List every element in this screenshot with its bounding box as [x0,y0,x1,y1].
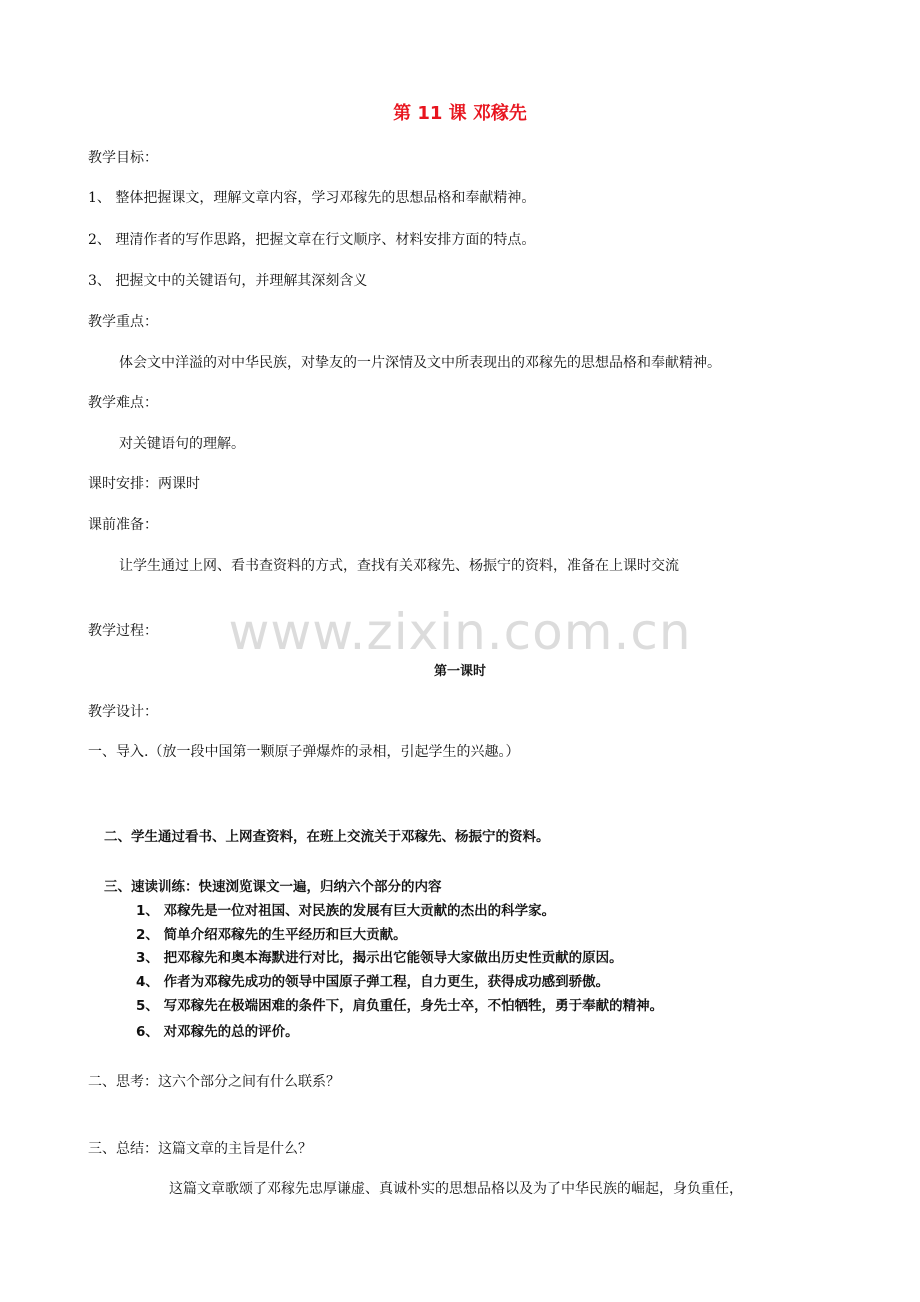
summary-heading: 三、总结：这篇文章的主旨是什么？ [88,1141,312,1157]
preparation-text: 让学生通过上网、看书查资料的方式，查找有关邓稼先、杨振宁的资料，准备在上课时交流 [119,558,679,574]
intro-step: 一、导入.（放一段中国第一颗原子弹爆炸的录相，引起学生的兴趣。） [88,744,520,760]
step-three-item-4: 4、 作者为邓稼先成功的领导中国原子弹工程，自力更生，获得成功感到骄傲。 [136,974,610,990]
step-three-item-5: 5、 写邓稼先在极端困难的条件下，肩负重任，身先士卒，不怕牺牲，勇于奉献的精神。 [136,998,664,1014]
key-points-text: 体会文中洋溢的对中华民族，对挚友的一片深情及文中所表现出的邓稼先的思想品格和奉献精神。 [119,355,721,371]
summary-text: 这篇文章歌颂了邓稼先忠厚谦虚、真诚朴实的思想品格以及为了中华民族的崛起，身负重任， [169,1181,743,1197]
step-three-item-6: 6、 对邓稼先的总的评价。 [136,1024,299,1040]
key-points-heading: 教学重点： [88,314,158,330]
difficulties-heading: 教学难点： [88,395,158,411]
process-heading: 教学过程： [88,623,158,639]
watermark: www.zixin.com.cn [228,603,692,661]
lesson-heading: 第一课时 [433,664,486,679]
step-three-item-2: 2、 简单介绍邓稼先的生平经历和巨大贡献。 [136,927,407,943]
step-three-heading: 三、速读训练：快速浏览课文一遍，归纳六个部分的内容 [104,879,442,895]
page-title: 第 11 课 邓稼先 [393,103,527,124]
schedule-text: 课时安排：两课时 [88,476,200,492]
objective-item-3: 3、 把握文中的关键语句，并理解其深刻含义 [88,273,368,289]
objective-item-1: 1、 整体把握课文，理解文章内容，学习邓稼先的思想品格和奉献精神。 [88,190,536,206]
step-three-item-1: 1、 邓稼先是一位对祖国、对民族的发展有巨大贡献的杰出的科学家。 [136,903,556,919]
think-step: 二、思考：这六个部分之间有什么联系？ [88,1074,340,1090]
preparation-heading: 课前准备： [88,517,158,533]
difficulties-text: 对关键语句的理解。 [119,436,245,452]
objective-item-2: 2、 理清作者的写作思路，把握文章在行文顺序、材料安排方面的特点。 [88,232,536,248]
objectives-heading: 教学目标： [88,150,158,166]
design-heading: 教学设计： [88,704,158,720]
step-three-item-3: 3、 把邓稼先和奥本海默进行对比，揭示出它能领导大家做出历史性贡献的原因。 [136,950,623,966]
step-two: 二、学生通过看书、上网查资料，在班上交流关于邓稼先、杨振宁的资料。 [104,829,550,845]
